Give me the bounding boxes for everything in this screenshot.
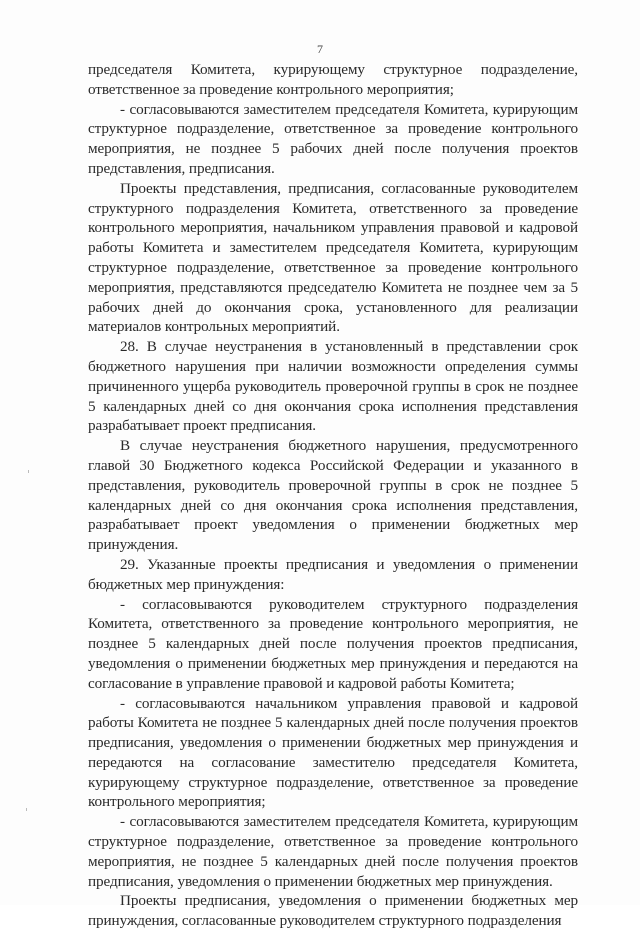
paragraph-8: - согласовываются начальником управления правовой и кадровой работы Комитета не позднее 5 календарных дней после получения проектов предписания, уведомления о применении бюджетных мер принуждения и передаются на согласование заместителю председателя Комитета, курирующему структурное подразделение, ответственное за проведение контрольного мероприятия;	[88, 694, 578, 811]
paragraph-6: 29. Указанные проекты предписания и уведомления о применении бюджетных мер принуждения:	[88, 555, 578, 593]
paragraph-2: - согласовываются заместителем председателя Комитета, курирующим структурное подразделение, ответственное за проведение контрольного мероприятия, не позднее 5 рабочих дней после получения проектов представления, предписания.	[88, 100, 578, 177]
paragraph-5: В случае неустранения бюджетного нарушения, предусмотренного главой 30 Бюджетного кодекса Российской Федерации и указанного в представления, руководитель проверочной группы в срок не позднее 5 календарных дней со дня окончания срока исполнения представления, разрабатывает проект уведомления о применении бюджетных мер принуждения.	[88, 437, 578, 554]
paragraph-10: Проекты предписания, уведомления о применении бюджетных мер принуждения, согласованные руководителем структурного подразделения	[88, 892, 578, 930]
document-body	[88, 60, 578, 931]
paragraph-1: председателя Комитета, курирующему структурное подразделение, ответственное за проведение контрольного мероприятия;	[88, 61, 578, 98]
paragraph-4: 28. В случае неустранения в установленный в представлении срок бюджетного нарушения при наличии возможности определения суммы причиненного ущерба руководитель проверочной группы в срок не позднее 5 календарных дней со дня окончания срока исполнения представления разрабатывает проект предписания.	[88, 338, 578, 435]
scan-edge-mark	[28, 470, 29, 473]
paragraph-9: - согласовываются заместителем председателя Комитета, курирующим структурное подразделение, ответственное за проведение контрольного мероприятия, не позднее 5 календарных дней после получения проектов предписания, уведомления о применении бюджетных мер принуждения.	[88, 813, 578, 890]
page-number: 7	[317, 42, 323, 56]
scan-edge-mark	[26, 808, 27, 811]
paragraph-3: Проекты представления, предписания, согласованные руководителем структурного подразделения Комитета, ответственного за проведение контрольного мероприятия, начальником управления правовой и кадровой работы Комитета и заместителем председателя Комитета, курирующим структурное подразделение, ответственное за проведение контрольного мероприятия, представляются председателю Комитета не позднее чем за 5 рабочих дней до окончания срока, установленного для реализации материалов контрольных мероприятий.	[88, 179, 578, 336]
paragraph-7: - согласовываются руководителем структурного подразделения Комитета, ответственного за проведение контрольного мероприятия, не позднее 5 календарных дней после получения проектов предписания, уведомления о применении бюджетных мер принуждения и передаются на согласование в управление правовой и кадровой работы Комитета;	[88, 595, 578, 692]
